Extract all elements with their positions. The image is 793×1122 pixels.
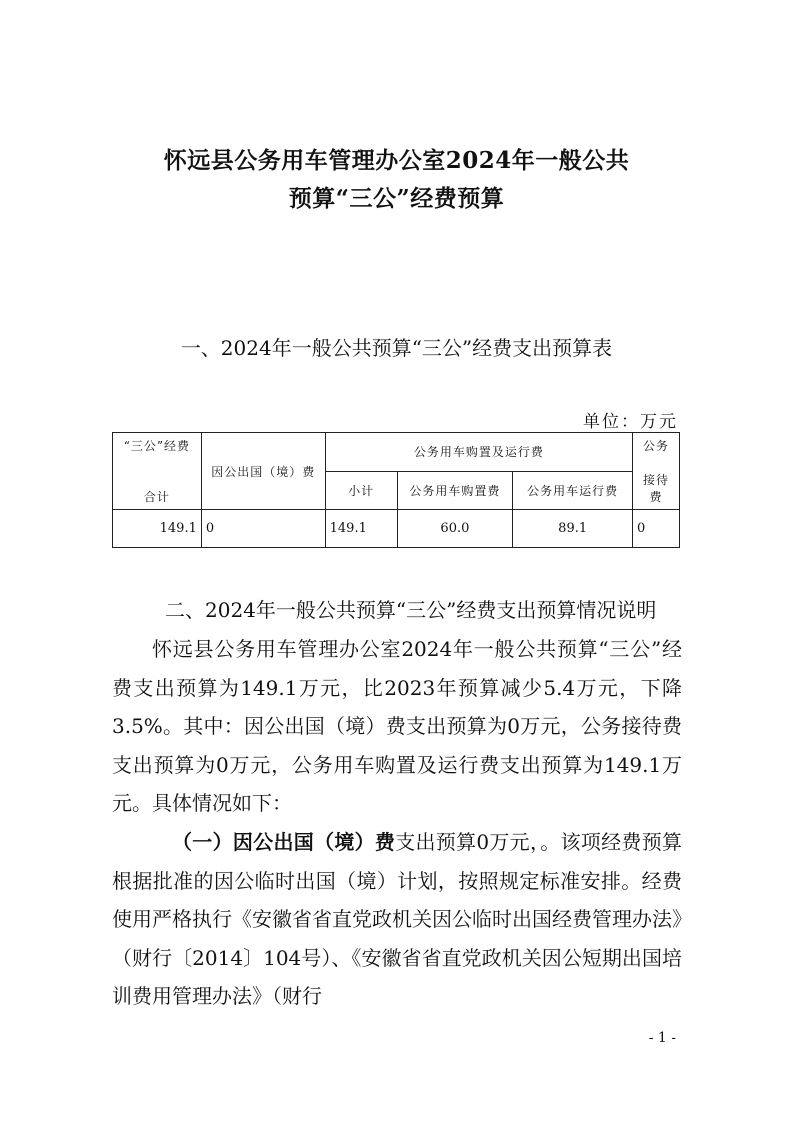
cell-subtotal: 149.1 <box>325 510 397 548</box>
paragraph-summary: 怀远县公务用车管理办公室2024年一般公共预算“三公”经费支出预算为149.1万元，比2023年预算减少5.4万元，下降3.5%。其中：因公出国（境）费支出预算为0万元，公务接待费支出预算为0万元，公务用车购置及运行费支出预算为149.1万元。具体情况如下： <box>112 637 682 815</box>
document-title-line1: 怀远县公务用车管理办公室2024年一般公共 <box>163 147 630 174</box>
header-vehicle-purchase: 公务用车购置费 <box>397 471 513 510</box>
header-total-bottom: 合计 <box>143 490 170 504</box>
section1-heading: 一、2024年一般公共预算“三公”经费支出预算表 <box>180 336 613 360</box>
paragraph-abroad-heading: （一）因公出国（境）费 <box>172 830 396 854</box>
header-reception-bottom: 接待费 <box>643 473 670 504</box>
header-abroad: 因公出国（境）费 <box>201 433 325 510</box>
cell-abroad: 0 <box>201 510 325 548</box>
page-number: - 1 - <box>648 1030 676 1046</box>
table-row <box>113 510 680 548</box>
header-vehicle-operation: 公务用车运行费 <box>513 471 633 510</box>
header-total <box>113 433 202 510</box>
cell-total: 149.1 <box>113 510 202 548</box>
section2-heading: 二、2024年一般公共预算“三公”经费支出预算情况说明 <box>165 598 657 622</box>
paragraph-abroad <box>112 823 682 1016</box>
budget-table <box>112 432 680 548</box>
cell-vehicle-purchase: 60.0 <box>397 510 513 548</box>
paragraph-abroad-text: 支出预算0万元，。该项经费预算根据批准的因公临时出国（境）计划，按照规定标准安排。经费使用严格执行《安徽省省直党政机关因公临时出国经费管理办法》（财行〔2014〕104号）、《安徽省省直党政机关因公短期出国培训费用管理办法》（财行 <box>112 830 682 1008</box>
header-subtotal: 小计 <box>325 471 397 510</box>
header-reception <box>633 433 680 510</box>
header-total-top: “三公”经费 <box>123 439 191 453</box>
cell-reception: 0 <box>633 510 680 548</box>
unit-label: 单位：万元 <box>583 412 678 432</box>
header-vehicle-group: 公务用车购置及运行费 <box>325 433 632 472</box>
header-reception-top: 公务 <box>643 439 670 453</box>
document-title-line2: 预算“三公”经费预算 <box>288 185 505 212</box>
cell-vehicle-operation: 89.1 <box>513 510 633 548</box>
